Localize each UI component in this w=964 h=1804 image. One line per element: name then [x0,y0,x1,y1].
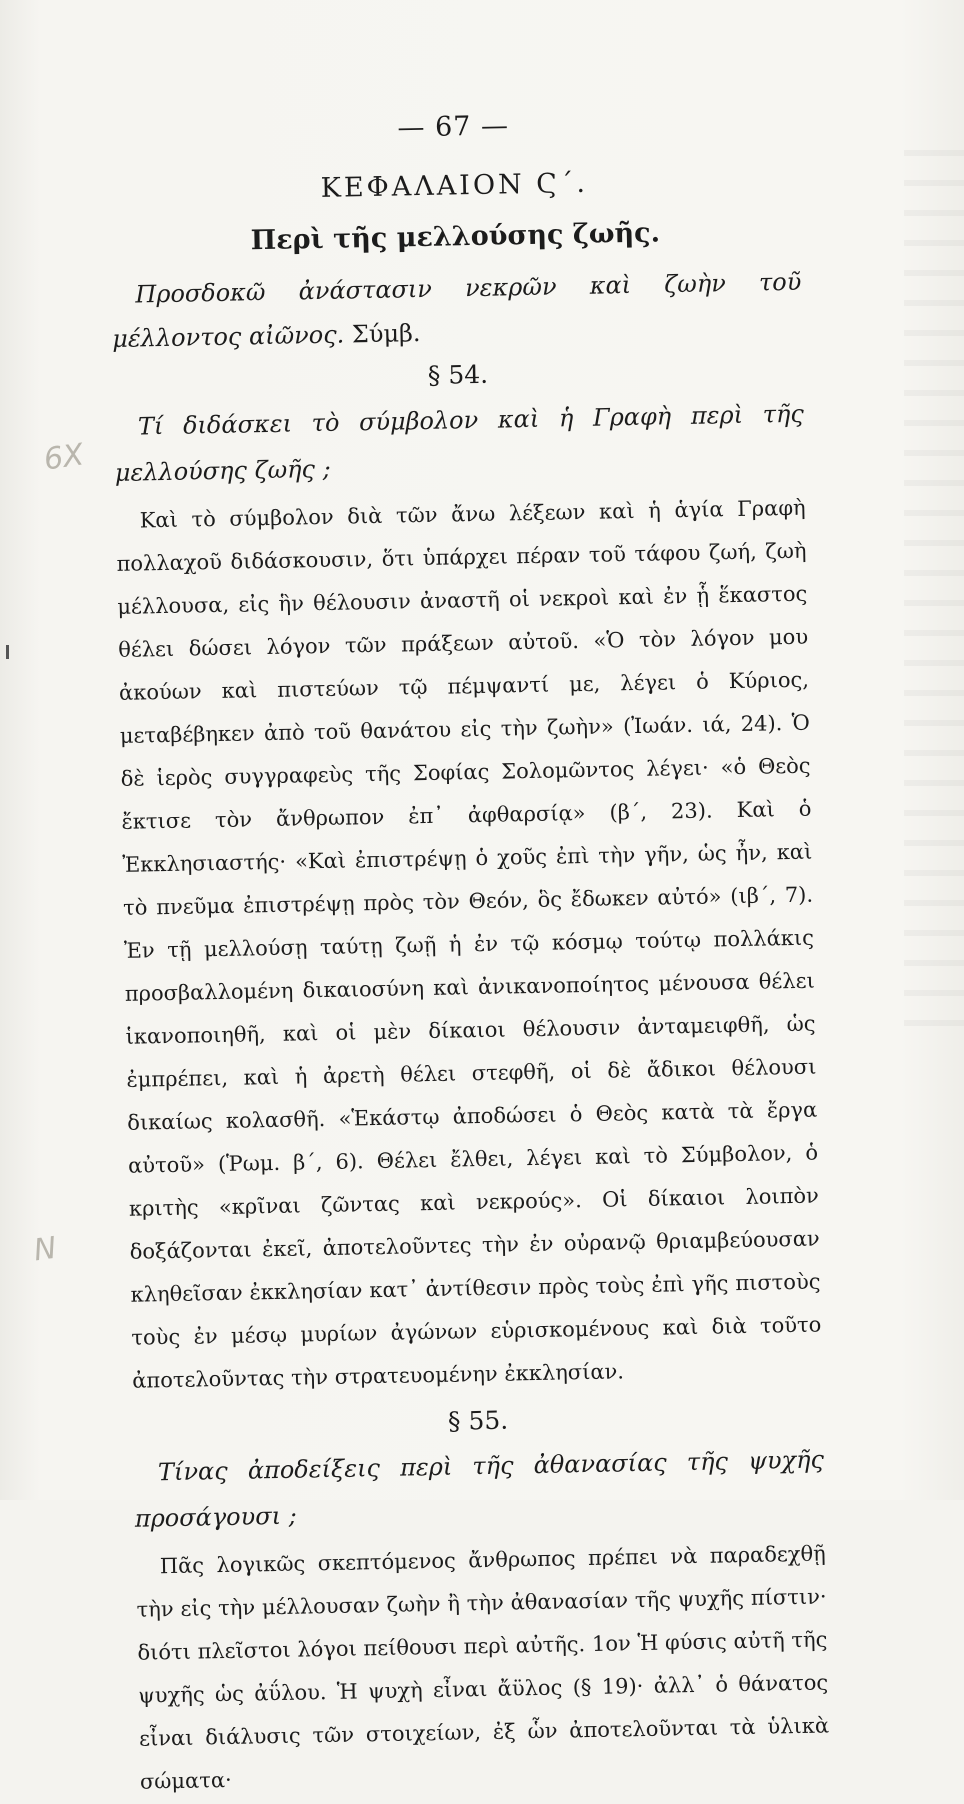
motto-ref: Σύμβ. [351,319,421,349]
show-through-bleed [904,150,964,1050]
paragraph-number-54: § 54. [427,359,489,390]
chapter-heading: ΚΕΦΑΛΑΙΟΝ Ϛ΄. [320,167,589,204]
paragraph-number-55: § 55. [447,1405,509,1436]
question-54: Τί διδάσκει τὸ σύμβολον καὶ ἡ Γραφὴ περὶ τῆς μελλούσης ζωῆς ; [114,399,805,487]
margin-note-pencil-2: Ν [31,1230,59,1269]
answer-55: Πᾶς λογικῶς σκεπτόμενος ἄνθρωπος πρέπει νὰ παραδεχθῇ τὴν εἰς τὴν μέλλουσαν ζωὴν ἢ τὴν ἀθανασίαν τῆς ψυχῆς πίστιν· διότι πλεῖστοι λόγοι πείθουσι περὶ αὐτῆς. 1ον Ἡ φύσις αὐτῆ τῆς ψυχῆς ὡς ἀΰλου. Ἡ ψυχὴ εἶναι ἄϋλος (§ 19)· ἀλλ᾽ ὁ θάνατος εἶναι διάλυσις τῶν στοιχείων, ἐξ ὧν ἀποτελοῦνται τὰ ὑλικὰ σώματα· [136,1541,830,1794]
question-55: Τίνας ἀποδείξεις περὶ τῆς ἀθανασίας τῆς ψυχῆς προσάγουσι ; [134,1445,825,1533]
motto-text: Προσδοκῶ ἀνάστασιν νεκρῶν καὶ ζωὴν τοῦ μέλλοντος αἰῶνος. [111,267,802,353]
answer-54: Καὶ τὸ σύμβολον διὰ τῶν ἄνω λέξεων καὶ ἡ ἁγία Γραφὴ πολλαχοῦ διδάσκουσιν, ὅτι ὑπάρχει πέραν τοῦ τάφου ζωή, ζωὴ μέλλουσα, εἰς ἣν θέλουσιν ἀναστῆ οἱ νεκροὶ καὶ ἐν ᾗ ἕκαστος θέλει δώσει λόγον τῶν πράξεων αὐτοῦ. «Ὁ τὸν λόγον μου ἀκούων καὶ πιστεύων τῷ πέμψαντί με, λέγει ὁ Κύριος, μεταβέβηκεν ἀπὸ τοῦ θανάτου εἰς τὴν ζωὴν» (Ἰωάν. ιά, 24). Ὁ δὲ ἱερὸς συγγραφεὺς τῆς Σοφίας Σολομῶντος λέγει· «ὁ Θεὸς ἔκτισε τὸν ἄνθρωπον ἐπ᾽ ἀφθαρσίᾳ» (β΄, 23). Καὶ ὁ Ἐκκλησιαστής· «Καὶ ἐπιστρέψῃ ὁ χοῦς ἐπὶ τὴν γῆν, ὡς ἦν, καὶ τὸ πνεῦμα ἐπιστρέψῃ πρὸς τὸν Θεόν, ὃς ἔδωκεν αὐτό» (ιβ΄, 7). Ἐν τῇ μελλούσῃ ταύτῃ ζωῇ ἡ ἐν τῷ κόσμῳ τούτῳ πολλάκις προσβαλλομένη δικαιοσύνη καὶ ἀνικανοποίητος μένουσα θέλει ἱκανοποιηθῆ, καὶ οἱ μὲν δίκαιοι θέλουσιν ἀνταμειφθῆ, ὡς ἐμπρέπει, καὶ ἡ ἀρετὴ θέλει στεφθῆ, οἱ δὲ ἄδικοι θέλουσι δικαίως κολασθῆ. «Ἑκάστῳ ἀποδώσει ὁ Θεὸς κατὰ τὰ ἔργα αὐτοῦ» (Ῥωμ. β΄, 6). Θέλει ἔλθει, λέγει καὶ τὸ Σύμβολον, ὁ κριτὴς «κρῖναι ζῶντας καὶ νεκρούς». Οἱ δίκαιοι λοιπὸν δοξάζονται ἐκεῖ, ἀποτελοῦντες τὴν ἐν οὐρανῷ θριαμβεύουσαν κληθεῖσαν ἐκκλησίαν κατ᾽ ἀντίθεσιν πρὸς τοὺς ἐπὶ γῆς πιστοὺς τοὺς ἐν μέσῳ μυρίων ἀγώνων εὑρισκομένους καὶ διὰ τοῦτο ἀποτελοῦντας τὴν στρατευομένην ἐκκλησίαν. [116,495,822,1393]
motto [111,260,803,361]
margin-note-pencil: 6X [41,437,86,478]
page-number: — 67 — [397,110,510,144]
section-heading: Περὶ τῆς μελλούσης ζωῆς. [250,217,661,257]
page-content [108,105,830,1804]
scan-mark [6,645,9,659]
